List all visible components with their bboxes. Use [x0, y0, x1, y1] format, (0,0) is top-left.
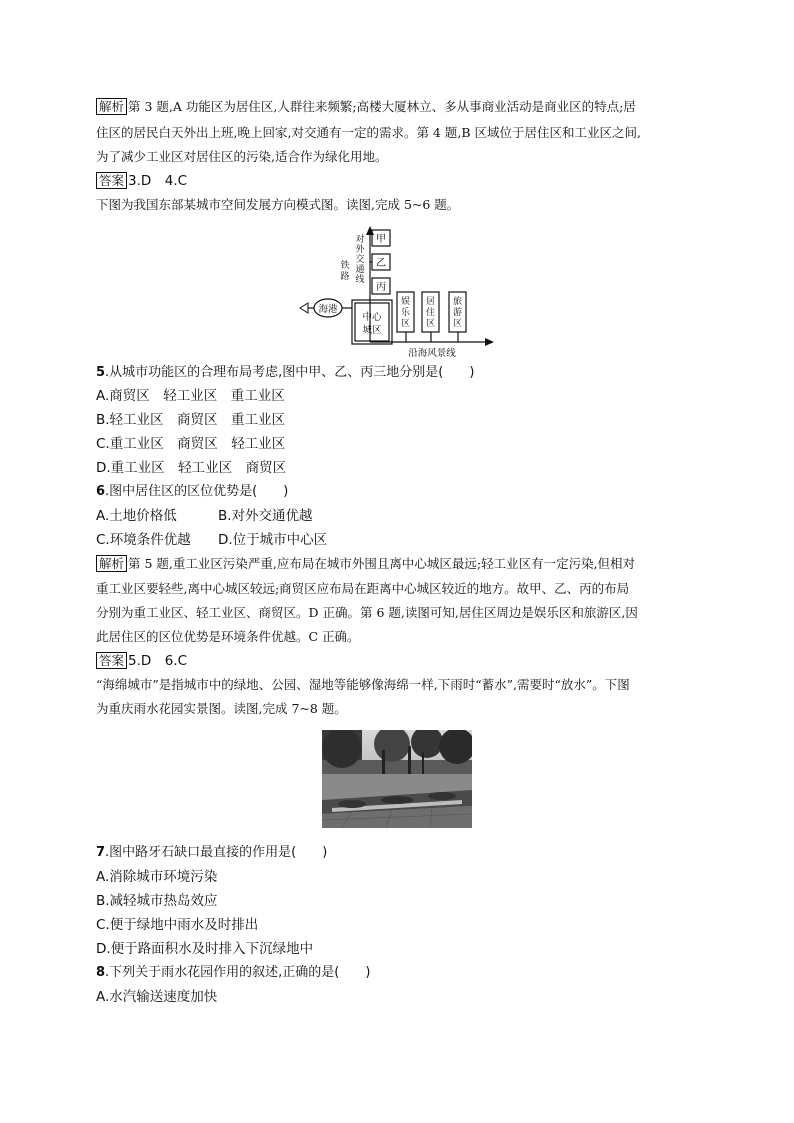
q8-option-a[interactable]: A.水汽输送速度加快 — [96, 989, 218, 1005]
answer-tag: 答案 — [96, 652, 127, 669]
label-yi: 乙 — [376, 258, 386, 269]
railway-char-2: 路 — [340, 272, 350, 282]
label-center-2: 城区 — [362, 325, 382, 336]
intro-5-6: 下图为我国东部某城市空间发展方向模式图。读图,完成 5~6 题。 — [96, 197, 460, 212]
q5-option-d[interactable]: D.重工业区 轻工业区 商贸区 — [96, 460, 287, 476]
label-center-1: 中心 — [362, 312, 382, 323]
label-jia: 甲 — [376, 234, 386, 245]
label-bing: 丙 — [376, 282, 386, 293]
transport-char-5: 线 — [355, 275, 365, 285]
transport-char-4: 通 — [355, 265, 365, 275]
arrow-right-icon — [485, 338, 494, 346]
question-8: 8.下列关于雨水花园作用的叙述,正确的是( ) — [96, 965, 371, 980]
q6-option-a[interactable]: A.土地价格低 — [96, 508, 177, 524]
label-yule-2: 乐 — [400, 308, 411, 318]
answer-1-text: 3.D 4.C — [128, 173, 188, 189]
analysis-2-line-2: 重工业区要轻些,离中心城区较远;商贸区应布局在距离中心城区较近的地方。故甲、乙、丙的布局 — [96, 581, 630, 596]
label-lvyou-3: 区 — [452, 319, 463, 329]
q6-option-c[interactable]: C.环境条件优越 — [96, 532, 191, 548]
intro-7-8-line-2: 为重庆雨水花园实景图。读图,完成 7~8 题。 — [96, 701, 347, 716]
analysis-2-line-1: 解析 第 5 题,重工业区污染严重,应布局在城市外围且离中心城区最远;轻工业区有一定污染,但相对 — [96, 555, 635, 573]
analysis-1-line-3: 为了减少工业区对居住区的污染,适合作为绿化用地。 — [96, 149, 388, 164]
q6-options-row-2 — [96, 531, 327, 549]
answer-1 — [96, 172, 187, 190]
answer-2 — [96, 652, 187, 670]
transport-char-1: 对 — [355, 235, 365, 245]
label-juzhu-3: 区 — [425, 319, 436, 329]
q5-option-c[interactable]: C.重工业区 商贸区 轻工业区 — [96, 436, 286, 452]
city-layout-diagram — [290, 224, 500, 364]
rain-garden-photo — [322, 730, 472, 828]
analysis-tag: 解析 — [96, 98, 127, 115]
label-yule-1: 娱 — [400, 297, 411, 307]
question-5: 5.从城市功能区的合理布局考虑,图中甲、乙、丙三地分别是( ) — [96, 365, 475, 380]
label-yule-3: 区 — [400, 319, 411, 329]
answer-2-text: 5.D 6.C — [128, 653, 188, 669]
analysis-1-line-2: 住区的居民白天外出上班,晚上回家,对交通有一定的需求。第 4 题,B 区域位于居住区和工业区之间, — [96, 125, 641, 140]
analysis-tag: 解析 — [96, 555, 127, 572]
railway-char-1: 铁 — [340, 261, 350, 271]
q6-option-b[interactable]: B.对外交通优越 — [218, 508, 313, 524]
q5-option-a[interactable]: A.商贸区 轻工业区 重工业区 — [96, 388, 285, 404]
q5-option-b[interactable]: B.轻工业区 商贸区 重工业区 — [96, 412, 286, 428]
q6-option-d[interactable]: D.位于城市中心区 — [218, 532, 328, 548]
question-6: 6.图中居住区的区位优势是( ) — [96, 484, 289, 499]
q7-option-a[interactable]: A.消除城市环境污染 — [96, 869, 218, 885]
answer-tag: 答案 — [96, 172, 127, 189]
intro-7-8-line-1: “海绵城市”是指城市中的绿地、公园、湿地等能够像海绵一样,下雨时“蓄水”,需要时“放水”。下图 — [96, 677, 630, 692]
arrow-left-icon — [300, 303, 308, 313]
label-juzhu-2: 住 — [425, 308, 436, 318]
analysis-2-line-4: 此居住区的区位优势是环境条件优越。C 正确。 — [96, 629, 360, 644]
label-juzhu-1: 居 — [425, 297, 436, 307]
label-lvyou-2: 游 — [452, 308, 463, 318]
q7-option-d[interactable]: D.便于路面积水及时排入下沉绿地中 — [96, 941, 314, 957]
q7-option-b[interactable]: B.减轻城市热岛效应 — [96, 893, 218, 909]
label-port: 海港 — [318, 304, 338, 315]
analysis-2-line-3: 分别为重工业区、轻工业区、商贸区。D 正确。第 6 题,读图可知,居住区周边是娱乐区和旅游区,因 — [96, 605, 638, 620]
transport-char-2: 外 — [355, 245, 365, 255]
q7-option-c[interactable]: C.便于绿地中雨水及时排出 — [96, 917, 259, 933]
transport-char-3: 交 — [355, 255, 365, 265]
label-lvyou-1: 旅 — [452, 297, 463, 307]
question-7: 7.图中路牙石缺口最直接的作用是( ) — [96, 845, 328, 860]
q6-options-row-1 — [96, 507, 313, 525]
analysis-1-line-1: 解析 第 3 题,A 功能区为居住区,人群往来频繁;高楼大厦林立、多从事商业活动是商业区的特点;居 — [96, 98, 636, 116]
label-coast-line: 沿海风景线 — [408, 348, 456, 359]
